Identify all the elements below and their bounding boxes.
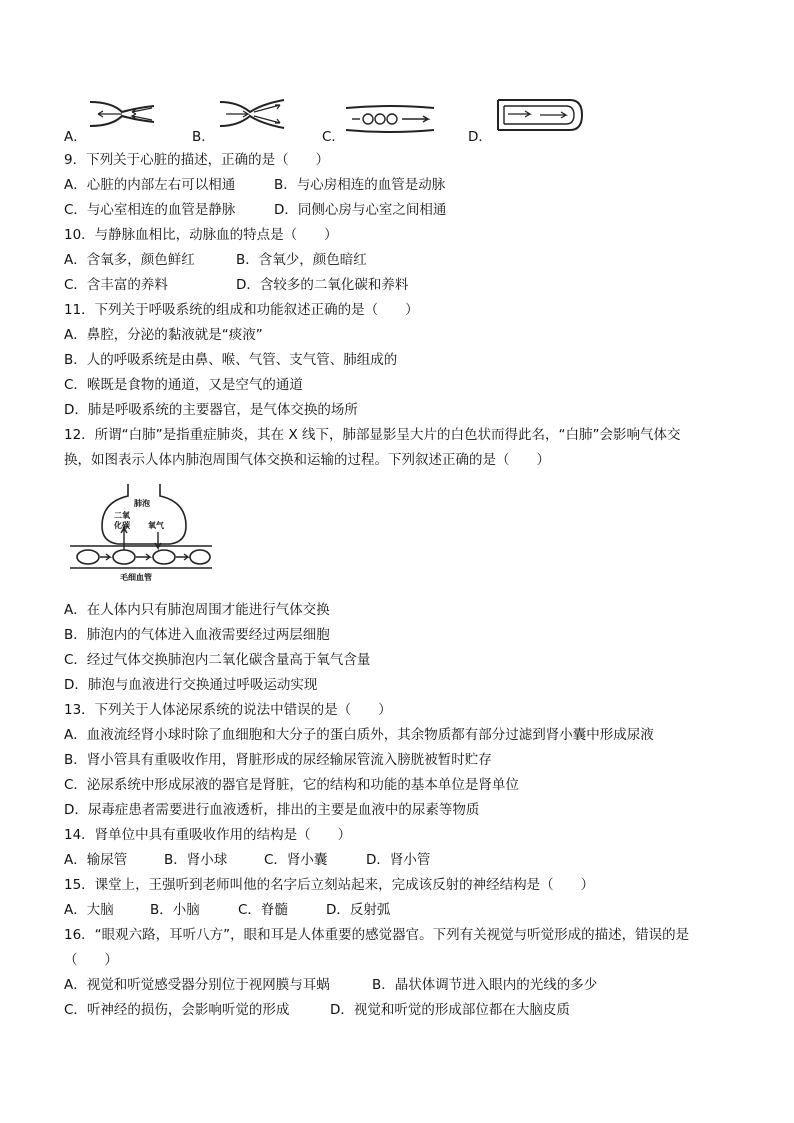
q14-option-c: C．肾小囊 [264,852,328,868]
q9-option-b: B．与心房相连的血管是动脉 [274,177,446,193]
q9-option-a: A．心脏的内部左右可以相通 [64,177,236,193]
q13-stem: 13．下列关于人体泌尿系统的说法中错误的是（ ） [64,702,392,718]
q15-option-a: A．大脑 [64,902,114,918]
q15-stem: 15．课堂上，王强听到老师叫他的名字后立刻站起来，完成该反射的神经结构是（ ） [64,877,595,893]
q9-stem: 9．下列关于心脏的描述，正确的是（ ） [64,152,330,168]
vessel-figure-b [218,96,288,132]
q13-option-d: D．尿毒症患者需要进行血液透析，排出的主要是血液中的尿素等物质 [64,802,480,818]
q14-option-a: A．输尿管 [64,852,128,868]
q13-option-b: B．肾小管具有重吸收作用，肾脏形成的尿经输尿管流入膀胱被暂时贮存 [64,752,492,768]
q10-option-a: A．含氧多，颜色鲜红 [64,252,195,268]
q8-label-a: A． [64,129,87,145]
q12-option-d: D．肺泡与血液进行交换通过呼吸运动实现 [64,677,318,693]
q16-option-c: C．听神经的损伤，会影响听觉的形成 [64,1002,290,1018]
q16-option-b: B．晶状体调节进入眼内的光线的多少 [372,977,598,993]
q12-option-c: C．经过气体交换肺泡内二氧化碳含量高于氧气含量 [64,652,371,668]
q12-stem-line1: 12．所谓“白肺”是指重症肺炎，其在 X 线下，肺部显影呈大片的白色状而得此名，“白肺”会影响气体交 [64,427,681,443]
co2-label-line2: 化碳 [114,521,130,530]
q8-label-b: B． [192,129,215,145]
q11-option-b: B．人的呼吸系统是由鼻、喉、气管、支气管、肺组成的 [64,352,398,368]
q16-option-a: A．视觉和听觉感受器分别位于视网膜与耳蜗 [64,977,330,993]
oxygen-label: 氧气 [148,521,164,530]
q13-option-a: A．血液流经肾小球时除了血细胞和大分子的蛋白质外，其余物质都有部分过滤到肾小囊中形成尿液 [64,727,654,743]
q15-option-d: D．反射弧 [326,902,391,918]
alveolus-gas-exchange-figure [66,482,216,586]
vessel-figure-c [344,104,436,134]
q9-option-c: C．与心室相连的血管是静脉 [64,202,236,218]
q12-stem-line2: 换，如图表示人体内肺泡周围气体交换和运输的过程。下列叙述正确的是（ ） [64,452,550,468]
q16-stem-line2: （ ） [64,952,118,968]
q10-option-b: B．含氧少，颜色暗红 [236,252,367,268]
q11-stem: 11．下列关于呼吸系统的组成和功能叙述正确的是（ ） [64,302,419,318]
q10-option-d: D．含较多的二氧化碳和养料 [236,277,409,293]
capillary-label: 毛细血管 [120,573,152,582]
q12-option-a: A．在人体内只有肺泡周围才能进行气体交换 [64,602,330,618]
q14-option-d: D．肾小管 [366,852,431,868]
q14-option-b: B．肾小球 [164,852,228,868]
q14-stem: 14．肾单位中具有重吸收作用的结构是（ ） [64,827,352,843]
q10-option-c: C．含丰富的养料 [64,277,168,293]
q15-option-b: B．小脑 [150,902,200,918]
q16-stem-line1: 16．“眼观六路，耳听八方”，眼和耳是人体重要的感觉器官。下列有关视觉与听觉形成的描述，错误的是 [64,927,690,943]
q9-option-d: D．同侧心房与心室之间相通 [274,202,447,218]
q8-label-c: C． [322,129,345,145]
q15-option-c: C．脊髓 [238,902,288,918]
q8-label-d: D． [468,129,492,145]
vessel-figure-d [494,96,586,134]
q16-option-d: D．视觉和听觉的形成部位都在大脑皮质 [330,1002,570,1018]
co2-label-line1: 二氧 [114,511,130,520]
q13-option-c: C．泌尿系统中形成尿液的器官是肾脏，它的结构和功能的基本单位是肾单位 [64,777,519,793]
q11-option-a: A．鼻腔，分泌的黏液就是“痰液” [64,327,263,343]
q10-stem: 10．与静脉血相比，动脉血的特点是（ ） [64,227,338,243]
q11-option-c: C．喉既是食物的通道，又是空气的通道 [64,377,303,393]
q12-option-b: B．肺泡内的气体进入血液需要经过两层细胞 [64,627,330,643]
alveolus-label: 肺泡 [134,499,150,508]
vessel-figure-a [88,96,158,132]
q11-option-d: D．肺是呼吸系统的主要器官，是气体交换的场所 [64,402,358,418]
